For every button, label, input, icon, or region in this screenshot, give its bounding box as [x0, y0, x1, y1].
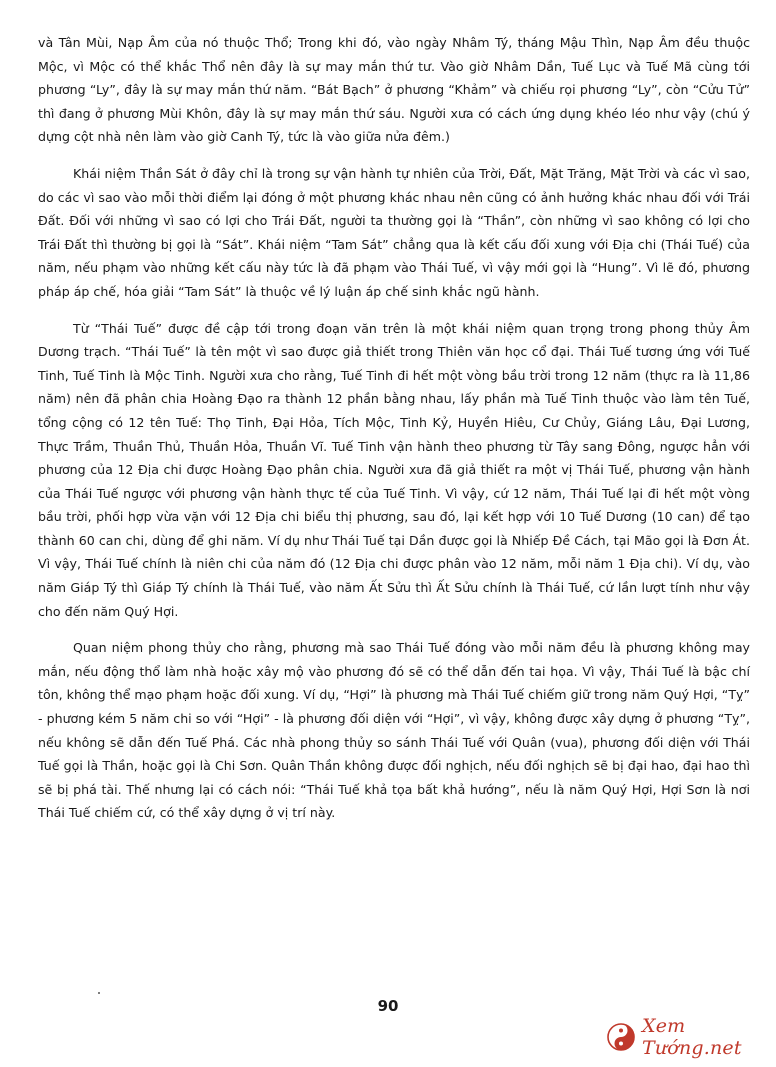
- page-number: 90: [377, 997, 399, 1015]
- body-text: [38, 31, 750, 825]
- watermark-text: Xem Tướng.net: [642, 1015, 742, 1059]
- paragraph-4: Quan niệm phong thủy cho rằng, phương mà sao Thái Tuế đóng vào mỗi năm đều là phương không may mắn, nếu động thổ làm nhà hoặc xây mộ vào phương đó sẽ có thể dẫn đến tai họa. Vì vậy, Thái Tuế là bậc chí tôn, không thể mạo phạm hoặc đối xung. Ví dụ, “Hợi” là phương mà Thái Tuế chiếm giữ trong năm Quý Hợi, “Tỵ” - phương kém 5 năm chi so với “Hợi” - là phương đối diện với “Hợi”, vì vậy, không được xây dựng ở phương “Tỵ”, nếu không sẽ dẫn đến Tuế Phá. Các nhà phong thủy so sánh Thái Tuế với Quân (vua), phương đối diện với Thái Tuế gọi là Thần, hoặc gọi là Chi Sơn. Quân Thần không được đối nghịch, nếu đối nghịch sẽ bị đại hao, đại hao thì sẽ bị phá tài. Thế nhưng lại có cách nói: “Thái Tuế khả tọa bất khả hướng”, nếu là năm Quý Hợi, Hợi Sơn là nơi Thái Tuế chiếm cứ, có thể xây dựng ở vị trí này.: [38, 640, 750, 821]
- yin-yang-icon: [606, 1022, 636, 1052]
- paragraph-2: Khái niệm Thần Sát ở đây chỉ là trong sự vận hành tự nhiên của Trời, Đất, Mặt Trăng, Mặt Trời và các vì sao, do các vì sao vào mỗi thời điểm lại đóng ở một phương khác nhau nên cũng có ảnh hưởng khác nhau đối với Trái Đất. Đối với những vì sao có lợi cho Trái Đất, người ta thường gọi là “Thần”, còn những vì sao không có lợi cho Trái Đất thì thường bị gọi là “Sát”. Khái niệm “Tam Sát” chẳng qua là kết cấu đối xung với Địa chi (Thái Tuế) của năm, nếu phạm vào những kết cấu này tức là đã phạm vào Thái Tuế, vì vậy mới gọi là “Hung”. Vì lẽ đó, phương pháp áp chế, hóa giải “Tam Sát” là thuộc về lý luận áp chế sinh khắc ngũ hành.: [38, 165, 750, 299]
- watermark: [606, 1015, 774, 1059]
- speck: [98, 992, 100, 994]
- paragraph-1: và Tân Mùi, Nạp Âm của nó thuộc Thổ; Trong khi đó, vào ngày Nhâm Tý, tháng Mậu Thìn, Nạp Âm đều thuộc Mộc, vì Mộc có thể khắc Thổ nên đây là sự may mắn thứ tư. Vào giờ Nhâm Dần, Tuế Lục và Tuế Mã cùng tới phương “Ly”, đây là sự may mắn thứ năm. “Bát Bạch” ở phương “Khảm” và chiếu rọi phương “Ly”, còn “Cửu Tử” thì đang ở phương Mùi Khôn, đây là sự may mắn thứ sáu. Người xưa có cách ứng dụng khéo léo như vậy (chú ý dựng cột nhà nên làm vào giờ Canh Tý, tức là vào giữa nửa đêm.): [38, 35, 750, 145]
- paragraph-3: Từ “Thái Tuế” được đề cập tới trong đoạn văn trên là một khái niệm quan trọng trong phong thủy Âm Dương trạch. “Thái Tuế” là tên một vì sao được giả thiết trong Thiên văn học cổ đại. Thái Tuế tương ứng với Tuế Tinh, Tuế Tinh là Mộc Tinh. Người xưa cho rằng, Tuế Tinh đi hết một vòng bầu trời trong 12 năm (thực ra là 11,86 năm) nên đã phân chia Hoàng Đạo ra thành 12 phần bằng nhau, lấy phần mà Tuế Tinh thuộc vào làm tên Tuế, tổng cộng có 12 tên Tuế: Thọ Tinh, Đại Hỏa, Tích Mộc, Tinh Kỷ, Huyền Hiêu, Cư Chủy, Giáng Lâu, Đại Lương, Thực Trầm, Thuần Thủ, Thuần Hỏa, Thuần Vĩ. Tuế Tinh vận hành theo phương từ Tây sang Đông, ngược hẳn với phương của 12 Địa chi được Hoàng Đạo phân chia. Người xưa đã giả thiết ra một vị Thái Tuế, phương vận hành của Thái Tuế ngược với phương vận hành thực tế của Tuế Tinh. Vì vậy, cứ 12 năm, Thái Tuế lại đi hết một vòng bầu trời, phối hợp vừa vặn với 12 Địa chi biểu thị phương, sau đó, lại kết hợp với 10 Tuế Dương (10 can) để tạo thành 60 can chi, dùng để ghi năm. Ví dụ như Thái Tuế tại Dần được gọi là Nhiếp Đề Cách, tại Mão gọi là Đơn Át. Vì vậy, Thái Tuế chính là niên chi của năm đó (12 Địa chi được phân vào 12 năm, mỗi năm 1 Địa chi). Ví dụ, vào năm Giáp Tý thì Giáp Tý chính là Thái Tuế, vào năm Ất Sửu thì Ất Sửu chính là Thái Tuế, cứ lần lượt tính như vậy cho đến năm Quý Hợi.: [38, 320, 750, 619]
